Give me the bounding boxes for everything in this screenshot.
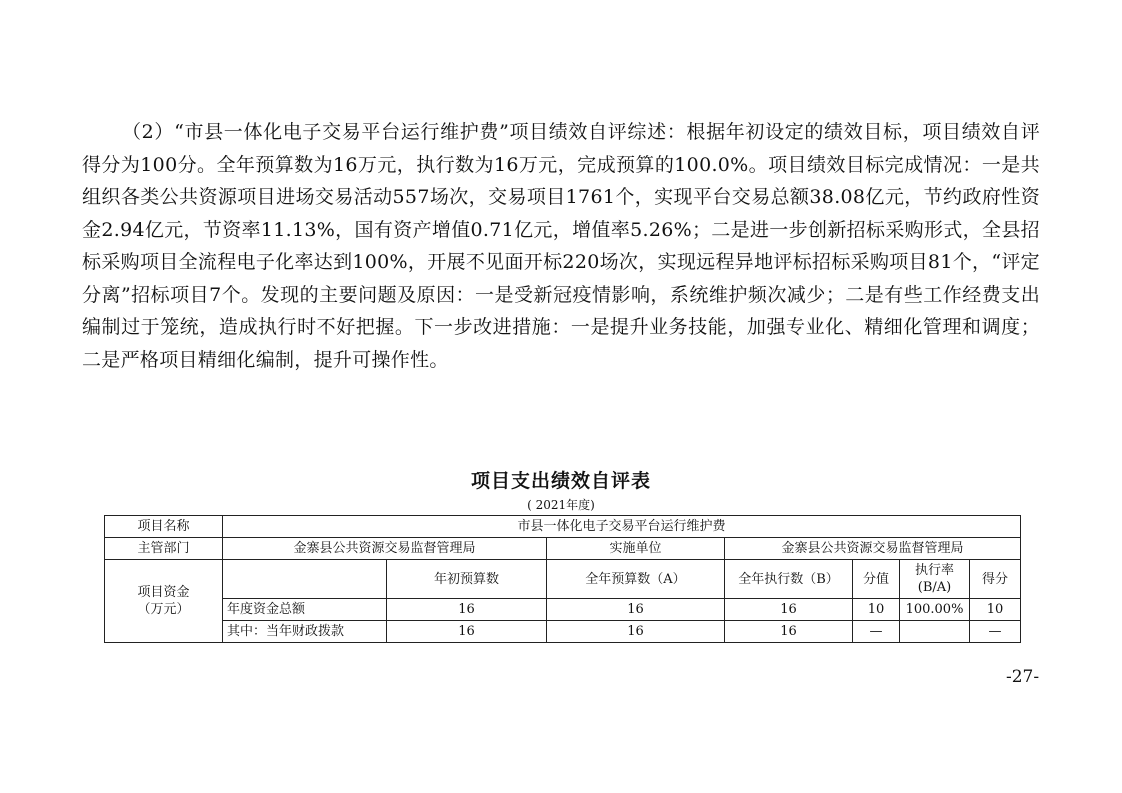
cell-score-value: — xyxy=(853,621,900,643)
table-year: ( 2021年度) xyxy=(527,498,595,512)
cell-score-value: 10 xyxy=(853,599,900,621)
project-name-label: 项目名称 xyxy=(105,516,223,538)
dept-value: 金寨县公共资源交易监督管理局 xyxy=(223,538,547,560)
cell-annual-budget: 16 xyxy=(547,599,725,621)
performance-table xyxy=(104,515,1021,643)
cell-annual-exec: 16 xyxy=(725,599,853,621)
cell-exec-rate xyxy=(900,621,970,643)
row-label: 年度资金总额 xyxy=(223,599,387,621)
cell-score: — xyxy=(970,621,1021,643)
header-exec-rate-line2: (B/A) xyxy=(917,580,952,595)
table-row xyxy=(105,599,1021,621)
impl-value: 金寨县公共资源交易监督管理局 xyxy=(725,538,1021,560)
table-row xyxy=(105,621,1021,643)
cell-exec-rate: 100.00% xyxy=(900,599,970,621)
header-blank xyxy=(223,560,387,599)
header-score-value: 分值 xyxy=(853,560,900,599)
header-annual-exec: 全年执行数（B） xyxy=(725,560,853,599)
cell-score: 10 xyxy=(970,599,1021,621)
header-exec-rate-line1: 执行率 xyxy=(914,563,954,578)
dept-label: 主管部门 xyxy=(105,538,223,560)
header-annual-budget: 全年预算数（A） xyxy=(547,560,725,599)
header-exec-rate xyxy=(900,560,970,599)
summary-paragraph: （2）“市县一体化电子交易平台运行维护费”项目绩效自评综述：根据年初设定的绩效目标，项目绩效自评得分为100分。全年预算数为16万元，执行数为16万元，完成预算的100.0%。项目绩效目标完成情况：一是共组织各类公共资源项目进场交易活动557场次，交易项目1761个，实现平台交易总额38.08亿元，节约政府性资金2.94亿元，节资率11.13%，国有资产增值0.71亿元，增值率5.26%；二是进一步创新招标采购形式，全县招标采购项目全流程电子化率达到100%，开展不见面开标220场次，实现远程异地评标招标采购项目81个，“评定分离”招标项目7个。发现的主要问题及原因：一是受新冠疫情影响，系统维护频次减少；二是有些工作经费支出编制过于笼统，造成执行时不好把握。下一步改进措施：一是提升业务技能，加强专业化、精细化管理和调度；二是严格项目精细化编制，提升可操作性。 xyxy=(82,121,1040,371)
cell-annual-exec: 16 xyxy=(725,621,853,643)
funds-label-line2: （万元） xyxy=(137,602,190,617)
project-name-value: 市县一体化电子交易平台运行维护费 xyxy=(223,516,1021,538)
funds-label xyxy=(105,560,223,643)
impl-label: 实施单位 xyxy=(547,538,725,560)
page-number: -27- xyxy=(1006,667,1040,687)
row-label: 其中：当年财政拨款 xyxy=(223,621,387,643)
funds-label-line1: 项目资金 xyxy=(137,585,190,600)
header-initial-budget: 年初预算数 xyxy=(387,560,547,599)
cell-annual-budget: 16 xyxy=(547,621,725,643)
cell-initial-budget: 16 xyxy=(387,621,547,643)
header-score: 得分 xyxy=(970,560,1021,599)
table-title: 项目支出绩效自评表 xyxy=(470,470,651,492)
cell-initial-budget: 16 xyxy=(387,599,547,621)
